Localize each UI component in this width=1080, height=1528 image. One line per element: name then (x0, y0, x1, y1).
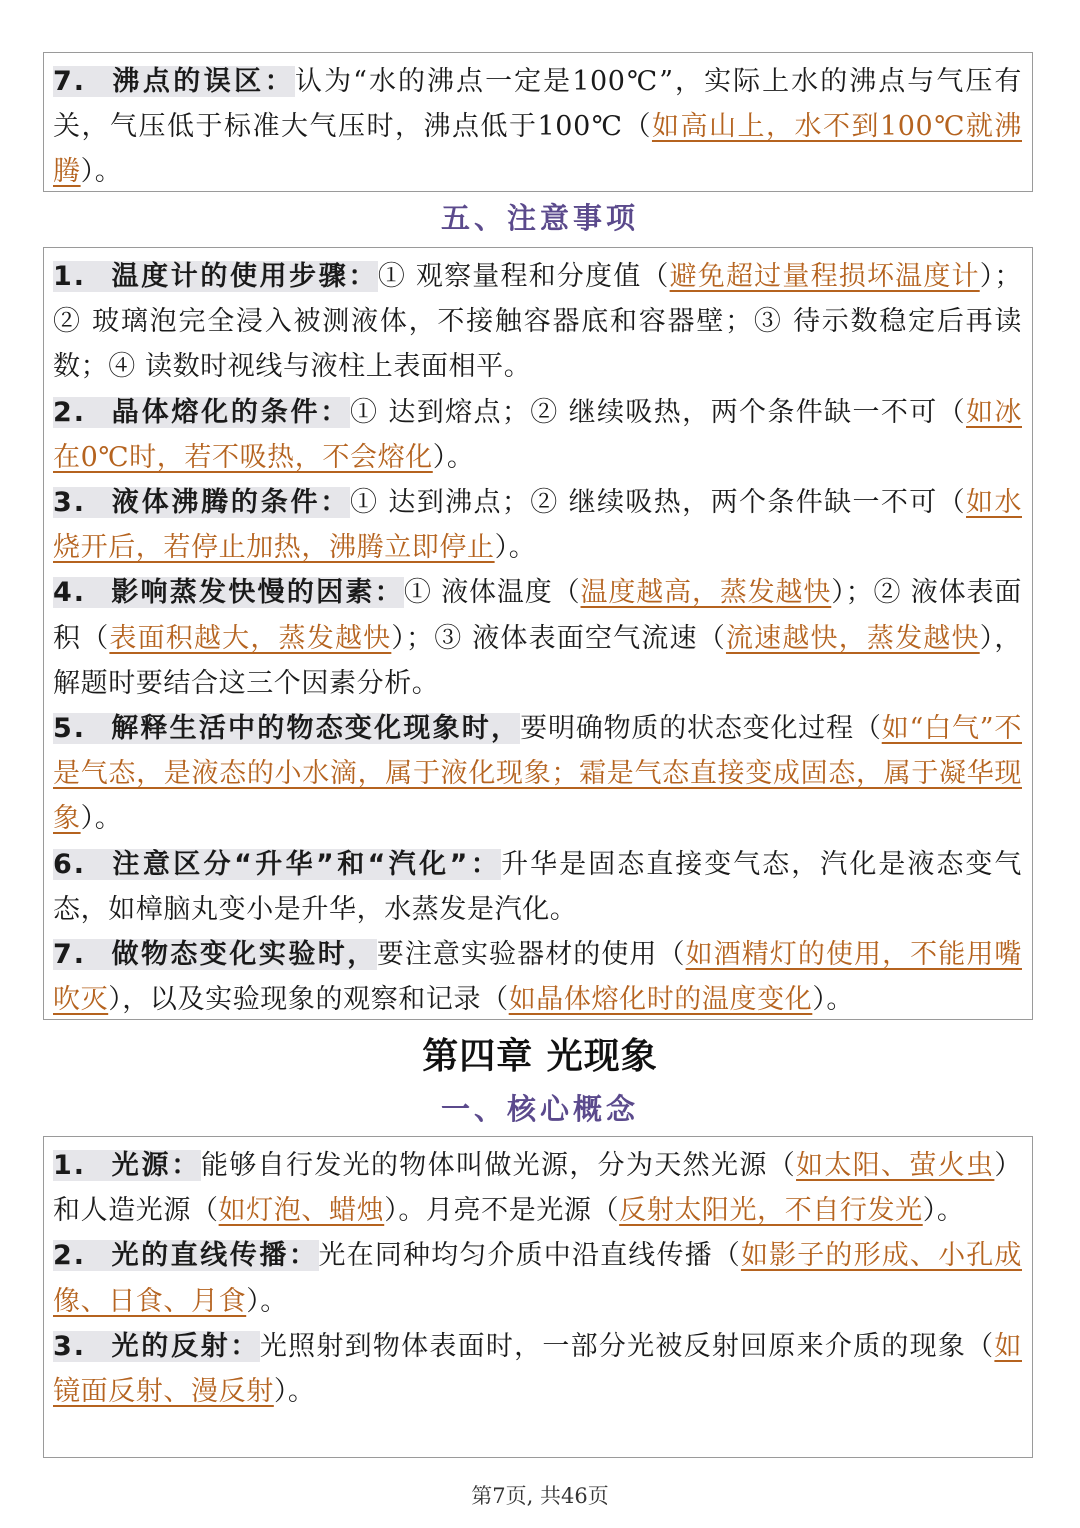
item-number: 3. (53, 1330, 87, 1362)
item-number: 2. (53, 396, 87, 428)
list-item (53, 480, 1022, 570)
body-text: ）；② 液体表面积（ (53, 577, 1022, 654)
body-text: ）。 (246, 1285, 288, 1317)
item-heading (53, 261, 378, 292)
example-text: 如镜面反射、漫反射 (53, 1330, 1022, 1408)
body-text: 升华是固态直接变气态，汽化是液态变气态，如樟脑丸变小是升华，水蒸发是汽化。 (53, 848, 1022, 925)
list-item (53, 1324, 1022, 1414)
item-list (53, 59, 1022, 195)
example-text: 如“白气”不是气态，是液态的小水滴，属于液化现象；霜是气态直接变成固态，属于凝华现象 (53, 713, 1022, 835)
item-list (53, 1143, 1022, 1414)
example-text: 如酒精灯的使用，不能用嘴吹灭 (53, 939, 1022, 1016)
item-heading-text: 液体沸腾的条件： (111, 487, 351, 519)
body-text: ）。 (80, 803, 123, 835)
body-text: ），解题时要结合这三个因素分析。 (53, 622, 1022, 699)
body-text: ① 液体温度（ (403, 577, 581, 609)
body-text: ），以及实验现象的观察和记录（ (108, 984, 509, 1016)
item-number: 3. (53, 487, 87, 519)
example-text: 如水烧开后，若停止加热，沸腾立即停止 (53, 487, 1022, 564)
body-text: ）。 (812, 984, 855, 1016)
boiling-point-box (43, 52, 1033, 192)
item-number: 7. (53, 66, 87, 97)
example-text: 流速越快，蒸发越快 (725, 622, 980, 654)
example-text: 反射太阳光，不自行发光 (619, 1195, 923, 1227)
body-text: ）。 (432, 441, 475, 473)
item-heading-text: 光源： (111, 1150, 201, 1181)
body-text: 光在同种均匀介质中沿直线传播（ (318, 1240, 741, 1272)
body-text: ① 达到沸点；② 继续吸热，两个条件缺一不可（ (350, 487, 967, 519)
body-text: 要注意实验器材的使用（ (376, 939, 686, 971)
item-heading (53, 1150, 201, 1181)
body-text: 认为“水的沸点一定是100℃”，实际上水的沸点与气压有关，气压低于标准大气压时，沸点低于100℃（ (53, 66, 1023, 143)
item-list (53, 254, 1022, 1022)
body-text: ）；② 玻璃泡完全浸入被测液体，不接触容器底和容器壁；③ 待示数稳定后再读数；④ 读数时视线与液柱上表面相平。 (53, 261, 1023, 383)
core-concepts-box (43, 1136, 1033, 1458)
notes-box (43, 247, 1033, 1020)
body-text: ）。 (494, 532, 537, 564)
example-text: 如太阳、萤火虫 (796, 1150, 995, 1181)
body-text: ）。月亮不是光源（ (384, 1195, 620, 1227)
item-heading-text: 注意区分“升华”和“汽化”： (111, 848, 502, 880)
example-text: 温度越高，蒸发越快 (580, 577, 832, 609)
list-item (53, 254, 1022, 390)
example-text: 如晶体熔化时的温度变化 (508, 984, 813, 1016)
list-item (53, 1233, 1022, 1323)
example-text: 表面积越大，蒸发越快 (109, 622, 392, 654)
body-text: ① 达到熔点；② 继续吸热，两个条件缺一不可（ (350, 396, 967, 428)
body-text: ① 观察量程和分度值（ (377, 261, 670, 292)
item-heading-text: 温度计的使用步骤： (111, 261, 378, 292)
example-text: 如高山上，水不到100℃就沸腾 (53, 111, 1022, 188)
body-text: ）。 (273, 1376, 316, 1408)
list-item (53, 390, 1022, 480)
body-text: 要明确物质的状态变化过程（ (520, 713, 882, 745)
page-footer: 第7页, 共46页 (471, 1484, 609, 1508)
example-text: 如影子的形成、小孔成像、日食、月食 (53, 1240, 1022, 1317)
list-item (53, 59, 1022, 195)
list-item (53, 842, 1022, 932)
item-heading-text: 影响蒸发快慢的因素： (111, 577, 404, 609)
example-text: 避免超过量程损坏温度计 (669, 261, 980, 292)
body-text: ）。 (80, 156, 123, 188)
item-heading (53, 397, 350, 428)
item-number: 2. (53, 1240, 87, 1272)
item-number: 5. (53, 713, 87, 745)
item-heading (53, 939, 377, 970)
list-item (53, 706, 1022, 842)
item-heading (53, 713, 520, 744)
example-text: 如灯泡、蜡烛 (218, 1195, 385, 1227)
item-heading (53, 487, 350, 518)
body-text: 能够自行发光的物体叫做光源，分为天然光源（ (200, 1150, 797, 1181)
item-heading-text: 沸点的误区： (111, 66, 296, 97)
body-text: ）。 (922, 1195, 965, 1227)
section-title-core-concepts: 一、核心概念 (440, 1092, 639, 1126)
item-heading (53, 1240, 319, 1271)
item-number: 7. (53, 939, 87, 971)
body-text: ）和人造光源（ (53, 1150, 1022, 1227)
section-title-notes: 五、注意事项 (440, 201, 639, 235)
item-heading-text: 晶体熔化的条件： (111, 396, 351, 428)
item-number: 4. (53, 577, 87, 609)
chapter-title: 第四章 光现象 (422, 1035, 658, 1077)
item-heading-text: 解释生活中的物态变化现象时， (111, 713, 521, 745)
item-heading-text: 光的反射： (111, 1330, 260, 1362)
list-item (53, 932, 1022, 1022)
item-number: 1. (53, 261, 87, 292)
item-heading (53, 66, 295, 97)
item-number: 1. (53, 1150, 87, 1181)
item-number: 6. (53, 848, 87, 880)
item-heading-text: 做物态变化实验时， (111, 939, 377, 971)
item-heading-text: 光的直线传播： (111, 1240, 319, 1272)
item-heading (53, 1331, 260, 1362)
list-item (53, 570, 1022, 706)
list-item (53, 1143, 1022, 1233)
body-text: ）；③ 液体表面空气流速（ (391, 622, 726, 654)
body-text: 光照射到物体表面时，一部分光被反射回原来介质的现象（ (259, 1330, 995, 1362)
item-heading (53, 577, 404, 608)
example-text: 如冰在0℃时，若不吸热，不会熔化 (53, 396, 1022, 473)
item-heading (53, 849, 501, 880)
